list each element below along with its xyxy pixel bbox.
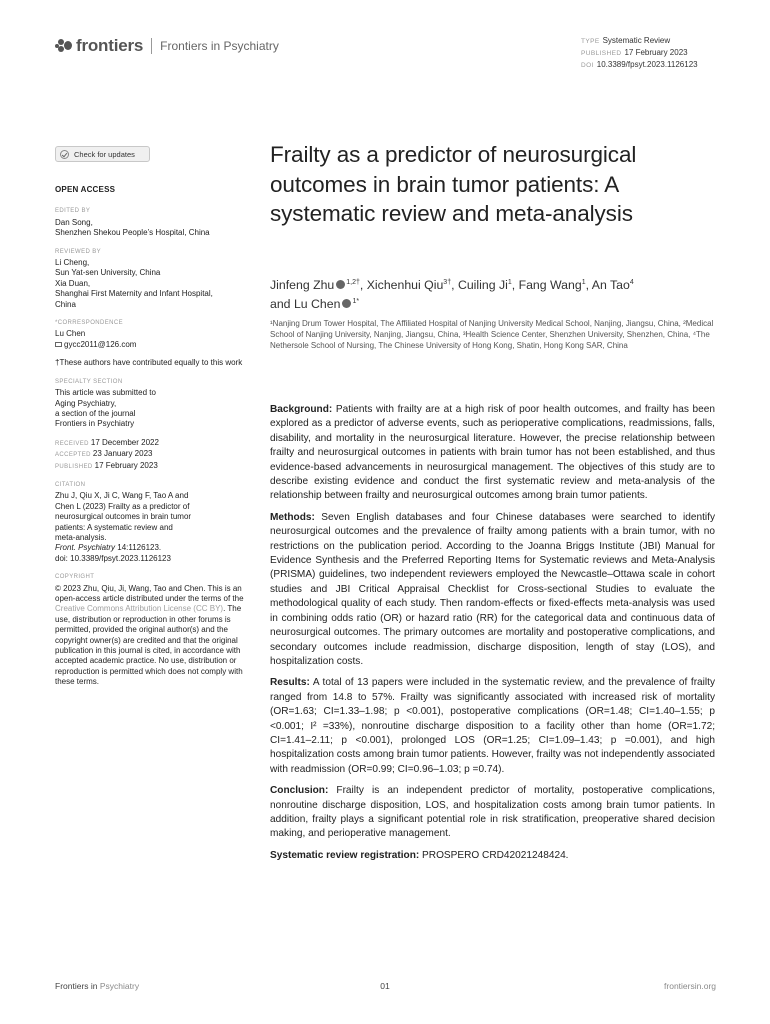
doi-label: DOI (581, 62, 594, 69)
editor-affiliation: Shenzhen Shekou People’s Hospital, China (55, 228, 210, 238)
author-name: An Tao (591, 278, 630, 292)
journal-logo[interactable] (55, 36, 279, 56)
author-affiliation-marker: 1* (352, 297, 360, 305)
conclusion-section (270, 784, 715, 842)
author-name: Cuiling Ji (457, 278, 508, 292)
accepted-date: 23 January 2023 (92, 449, 153, 459)
author[interactable] (294, 297, 359, 311)
author[interactable] (458, 278, 512, 292)
journal-name: Frontiers in Psychiatry (160, 39, 279, 53)
affiliations: ¹Nanjing Drum Tower Hospital, The Affiliated Hospital of Nanjing University Medical School, Nanjing, Jiangsu, China, ²Medical School of Nanjing University, Nanjing, Jiangsu, China, ³Health Science Center, Shenzhen University, Shenzhen, China, ⁴The Nethersole School of Nursing, The Chinese University of Hong Kong, Shatin, Hong Kong SAR, China (270, 319, 714, 350)
specialty-block (55, 377, 250, 430)
background-text: Patients with frailty are at a high risk of poor health outcomes, and frailty has been explored as a predictor of adverse events, such as perioperative complications, readmissions, falls, disability, and mortality in the neurosurgical literature. However, the precise relationship between frailty and neurosurgical outcomes in patients with brain tumor has not been established, and thus evidence-based advancements in neurosurgical management. The objectives of this study are to describe existing evidence and conduct the first systematic review and meta-analysis of the relationship between frailty and neurosurgical outcomes among brain tumor patients. (270, 404, 715, 502)
article-meta (581, 35, 698, 71)
logo-text: frontiers (76, 36, 144, 55)
methods-heading: Methods: (270, 511, 315, 523)
author-affiliation-marker: 4 (629, 278, 634, 286)
abstract (270, 403, 715, 870)
citation-line: Chen L (2023) Frailty as a predictor of (55, 501, 190, 511)
doi-value[interactable]: 10.3389/fpsyt.2023.1126123 (596, 60, 698, 69)
reviewer-line: Sun Yat-sen University, China (55, 268, 161, 278)
license-link[interactable]: Creative Commons Attribution License (CC BY) (55, 604, 224, 614)
reviewer-line: Shanghai First Maternity and Infant Hospital, (55, 289, 213, 299)
author-affiliation-marker: 1,2† (346, 278, 360, 286)
citation-volume: 14:1126123. (115, 543, 162, 553)
published-date: 17 February 2023 (94, 460, 158, 470)
type-value: Systematic Review (602, 36, 671, 45)
page-number: 01 (380, 981, 390, 991)
author-name: Fang Wang (518, 278, 582, 292)
accepted-label: ACCEPTED (55, 452, 91, 459)
conclusion-text: Frailty is an independent predictor of mortality, postoperative complications, nonroutine discharge disposition, LOS, and hospitalization costs among brain tumor patients. In addition, frailty plays a significant potential role in risk stratification, preoperative shared decision making, and perioperative management. (270, 785, 715, 840)
reviewed-by-label: REVIEWED BY (55, 248, 102, 255)
author[interactable] (592, 278, 634, 292)
reviewer-line: Xia Duan, (55, 278, 91, 288)
author-affiliation-marker: 3† (443, 278, 452, 286)
citation-line: Zhu J, Qiu X, Ji C, Wang F, Tao A and (55, 491, 189, 501)
author-list: Jinfeng Zhu $^{1,2\dagger}$, Xichenhui Qiu$^{3\dagger}$, Cuiling Ji$^1$, Fang Wang$^1$, An Tao$^4$ and Lu Chen $^{1*}$ (270, 278, 634, 311)
footer-journal[interactable]: Frontiers in Psychiatry (55, 981, 140, 991)
footer-site-link[interactable]: frontiersin.org (664, 981, 716, 991)
correspondence-label: *CORRESPONDENCE (55, 320, 124, 327)
conclusion-heading: Conclusion: (270, 785, 329, 797)
specialty-line: Aging Psychiatry, (55, 398, 117, 408)
citation-line: neurosurgical outcomes in brain tumor (55, 512, 192, 522)
check-updates-label: Check for updates (74, 149, 135, 159)
author-name: Jinfeng Zhu (270, 278, 335, 292)
citation-line: patients: A systematic review and (55, 522, 173, 532)
email-icon (55, 342, 62, 347)
orcid-icon[interactable] (342, 299, 351, 308)
article-title: Frailty as a predictor of neurosurgical outcomes in brain tumor patients: A systematic review and meta-analysis (270, 142, 637, 226)
author-name: Lu Chen (293, 297, 341, 311)
published-label: PUBLISHED (55, 463, 93, 470)
specialty-label: SPECIALTY SECTION (55, 378, 123, 385)
edited-by-block (55, 206, 250, 238)
author-affiliation-marker: 1 (581, 278, 586, 286)
published-label: PUBLISHED (581, 50, 622, 57)
citation-block (55, 480, 250, 564)
citation-label: CITATION (55, 481, 86, 488)
received-date: 17 December 2022 (90, 437, 159, 447)
copyright-text: © 2023 Zhu, Qiu, Ji, Wang, Tao and Chen. This is an open-access article distributed under the terms of the Creative Commons Attribution License (CC BY). The use, distribution or reproduction in other forums is permitted, provided the original author(s) and the copyright owner(s) are credited and that the original publication in this journal is cited, in accordance with accepted academic practice. No use, distribution or reproduction is permitted which does not comply with these terms. (55, 583, 244, 687)
check-updates-icon (60, 150, 69, 159)
reviewer-line: China (55, 299, 76, 309)
registration-heading: Systematic review registration: (270, 849, 420, 861)
author[interactable] (270, 278, 360, 292)
reviewed-by-block (55, 247, 250, 310)
open-access-label: OPEN ACCESS (55, 185, 116, 194)
correspondence-block (55, 318, 250, 350)
author[interactable] (367, 278, 451, 292)
dates-block (55, 438, 250, 472)
article-info-sidebar (55, 185, 250, 696)
edited-by-label: EDITED BY (55, 208, 91, 215)
results-section (270, 676, 715, 777)
author-name: Xichenhui Qiu (366, 278, 444, 292)
methods-section (270, 511, 715, 669)
editor-name: Dan Song, (55, 217, 93, 227)
citation-doi[interactable]: doi: 10.3389/fpsyt.2023.1126123 (55, 553, 171, 563)
reviewer-line: Li Cheng, (55, 258, 90, 268)
copyright-label: COPYRIGHT (55, 574, 95, 581)
specialty-line: a section of the journal (55, 408, 136, 418)
specialty-line: Frontiers in Psychiatry (55, 419, 135, 429)
citation-journal: Front. Psychiatry (55, 543, 116, 553)
logo-divider (151, 38, 152, 54)
published-value: 17 February 2023 (624, 48, 688, 57)
correspondence-email[interactable]: gycc2011@126.com (64, 339, 137, 349)
specialty-line: This article was submitted to (55, 388, 156, 398)
background-heading: Background: (270, 404, 333, 415)
background-section (270, 403, 715, 504)
copyright-block (55, 572, 250, 687)
registration-section (270, 849, 715, 863)
results-text: A total of 13 papers were included in the systematic review, and the prevalence of frailty ranged from 14.8 to 57%. Frailty was significantly associated with increased risk of mortality (OR=1.63; CI=1.33–1.98; p <0.001), postoperative complications (OR=1.48; CI=1.40–1.55; p <0.001; I² =33%), nonroutine discharge disposition to a facility other than home (OR=1.72; CI=1.41–2.11; p <0.001), prolonged LOS (OR=1.25; CI=1.09–1.43; p =0.001), and high hospitalization costs among brain tumor patients. However, frailty was not independently associated with readmission (OR=0.99; CI=0.96–1.03; p =0.74). (270, 677, 715, 775)
frontiers-logo-icon (55, 39, 73, 53)
methods-text: Seven English databases and four Chinese databases were searched to identify neurosurgical outcomes and the prevalence of frailty among patients with a brain tumor, with no restrictions on the publication period. According to the Joanna Briggs Institute (JBI) Manual for Evidence Synthesis and the Preferred Reporting Items for Systematic reviews and Meta-Analysis (PRISMA) guidelines, two independent reviewers employed the Newcastle–Ottawa scale in cohort studies and JBI Critical Appraisal Checklist for Cross-sectional Studies to evaluate the methodological quality of each study. Then random-effects or fixed-effects meta-analysis was used in combining odds ratio (OR) or hazard ratio (RR) for the categorical data and continuous data of neurosurgical outcomes. The primary outcomes are mortality and postoperative complications, and secondary outcomes include readmission, discharge disposition, length of stay (LOS), and hospitalization costs. (270, 511, 716, 667)
received-label: RECEIVED (55, 440, 89, 447)
check-updates-button[interactable] (55, 146, 150, 162)
results-heading: Results: (270, 677, 310, 689)
correspondence-name: Lu Chen (55, 329, 86, 339)
orcid-icon[interactable] (336, 280, 345, 289)
type-label: TYPE (581, 38, 600, 45)
author-affiliation-marker: 1 (507, 278, 512, 286)
registration-text: PROSPERO CRD42021248424. (422, 849, 569, 861)
author[interactable] (519, 278, 586, 292)
citation-line: meta-analysis. (55, 532, 107, 542)
equal-contribution-note: †These authors have contributed equally to this work (55, 358, 243, 368)
